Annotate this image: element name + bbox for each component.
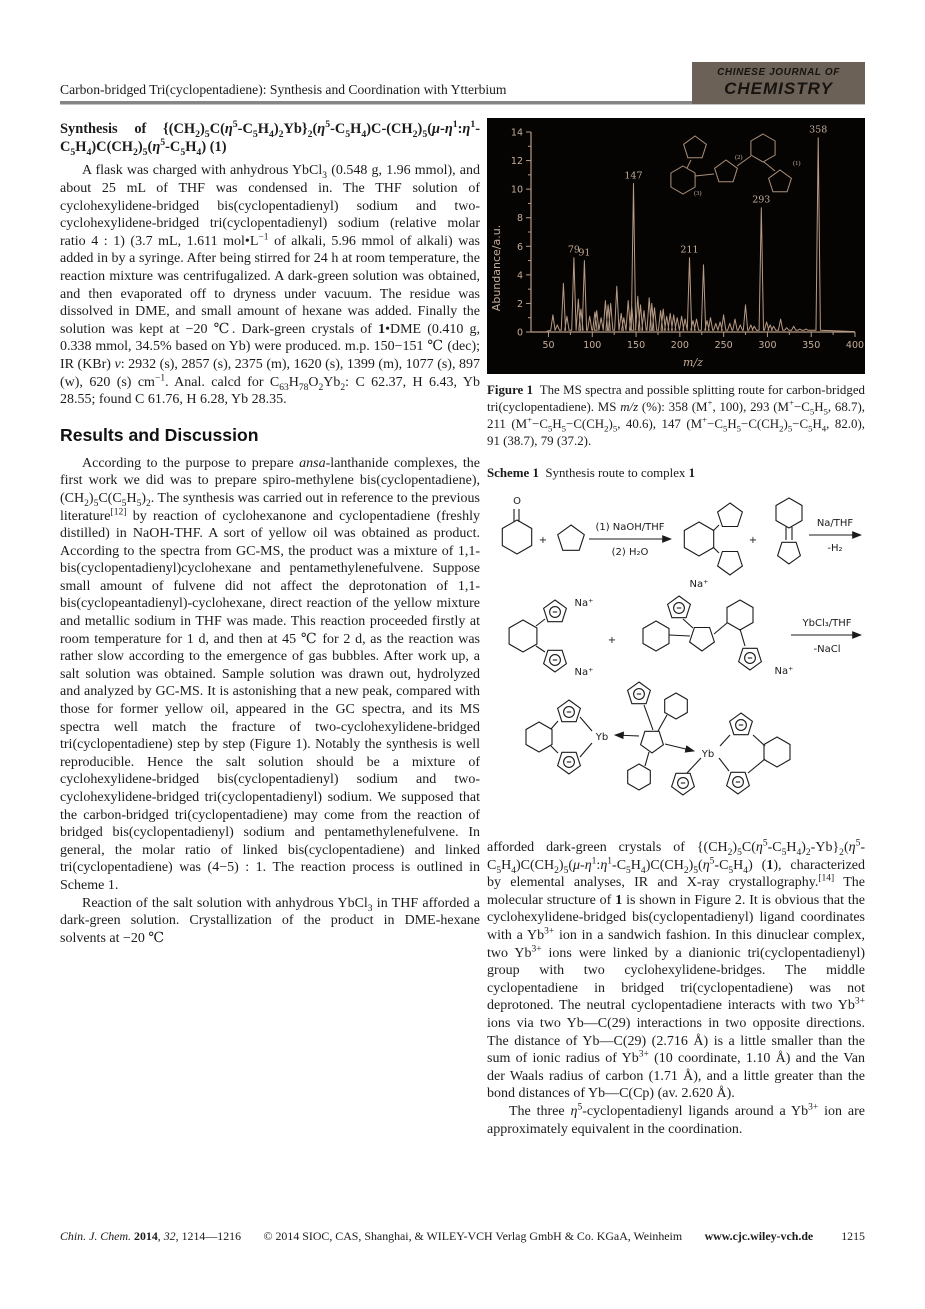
figure1-ms-spectrum (487, 118, 865, 374)
scheme-nacl-label: -NaCl (813, 644, 841, 655)
svg-text:12: 12 (510, 156, 523, 168)
svg-text:300: 300 (758, 340, 777, 351)
svg-text:293: 293 (752, 194, 771, 206)
svg-text:400: 400 (845, 340, 865, 351)
scheme-yb-right: Yb (701, 749, 715, 760)
svg-text:m/z: m/z (683, 356, 703, 369)
svg-text:14: 14 (510, 127, 523, 139)
scheme-ybcl3-label: YbCl₃/THF (802, 618, 852, 629)
scheme1-drawing (487, 485, 865, 833)
journal-logo-line1: CHINESE JOURNAL OF (717, 67, 840, 78)
journal-logo-line2: CHEMISTRY (724, 79, 833, 98)
results-paragraph: According to the purpose to prepare ansa-lanthanide complexes, the first work we did was to prepare spiro-methylene bis(cyclopentadiene), $(CH_2)_5C(C_5H_5)_2$. The synthesis was carried out in reference to the previous literature[12] by reaction of cyclohexanone and cyclopentadiene (freshly distilled) in NaOH-THF. A sort of yellow oil was obtained as product. According to the spectra from GC-MS, the product was a mixture of 1,1-bis(cyclopentadienyl)cyclohexane and pentamethylenefulvene. Suppose small amount of fulvene did not affect the deprotonation of 1,1-bis(cyclopeantadienyl)-cyclohexane, direct reaction of the yellow mixture and metallic sodium in THF was made. This reaction proceeded firstly at room temperature for 1 d, and then at 45 ℃ for 2 d, as the reaction was rather slow according to the emergence of gas bubbles. After work up, a salt solution was obtained. Sample solution was drawn out, hydrolyzed and analyzed by GC-MS. It is astonishing that a new peak, compared with those for former yellow oil, appeared in the GC spectra, and its MS spectra well match the fracture of two-cyclohexylidene-bridged tri(cyclopentadiene) step by step (Figure 1). Notably the synthesis is well reproducible. Hence the salt solution should be a mixture of cyclohexylidene-bridged bis(cyclopentadienyl) sodium and two-cyclohexylidene-bridged tri(cyclopentadienyl) sodium. We supposed that the carbon-bridged tri(cyclopentadiene) may come from the reaction of bridged bis(cyclopentadienyl) sodium and pentamethylenefulvene. In general, the molar ratio of linked bis(cyclopentadiene) and linked tri(cyclopentadiene) was (4−5) : 1. The reaction process is outlined in Scheme 1. (60, 455, 480, 893)
scheme-plus-2: + (748, 535, 758, 546)
svg-text:0: 0 (516, 327, 523, 339)
scheme-na-plus-1: Na⁺ (574, 598, 594, 609)
journal-logo (692, 62, 865, 104)
scheme1-caption: Scheme 1 Synthesis route to complex 1 (487, 466, 696, 480)
scheme-na-plus-3: Na⁺ (689, 579, 709, 590)
svg-text:211: 211 (680, 244, 699, 256)
svg-text:91: 91 (578, 247, 591, 259)
svg-text:350: 350 (802, 340, 821, 351)
running-title: Carbon-bridged Tri(cyclopentadiene): Synthesis and Coordination with Ytterbium (60, 82, 507, 97)
footer-copyright: © 2014 SIOC, CAS, Shanghai, & WILEY-VCH Verlag GmbH & Co. KGaA, Weinheim (263, 1229, 683, 1243)
scheme-na-thf-label: Na/THF (816, 518, 854, 529)
left-column (60, 120, 480, 947)
scheme-atom-o: O (513, 496, 521, 507)
svg-text:79: 79 (567, 244, 580, 256)
svg-text:250: 250 (714, 340, 733, 351)
ligands-paragraph: The three $\eta^5$-cyclopentadienyl ligands around a $Yb^{3+}$ ion are approximately equivalent in the coordination. (487, 1102, 865, 1137)
svg-text:10: 10 (510, 184, 523, 196)
synthesis-paragraph: A flask was charged with anhydrous YbCl$_3$ (0.548 g, 1.96 mmol), and about 25 mL of THF was condensed in. The THF solution of cyclohexylidene-bridged bis(cyclopentadienyl) sodium and two-cyclohexylidene-bridged tri(cyclopentadienyl) sodium (relative molar ratio 4 : 1) (3.7 mL, 1.611 $mol•L^{-1}$ of alkali, 5.96 mmol of alkali) was added in by a syringe. After being stirred for 24 h at room temperature, the reaction mixture was centrifugalized. A dark-green solution was obtained, and then evaporated off to dryness under vacuum. The residue was dissolved in DME, and small amount of hexane was added. Finally the solution was kept at −20 ℃. Dark-green crystals of 1•DME (0.410 g, 0.338 mmol, 34.5% based on Yb) were produced. m.p. 150−151 ℃ (dec); IR (KBr) v: 2932 (s), 2857 (s), 2375 (m), 1620 (s), 1399 (m), 1077 (s), 897 (w), 620 (s) $cm^{-1}$. Anal. calcd for $C_{63}H_{78}O_2Yb_2$: C 62.37, H 6.43, Yb 28.55; found C 61.76, H 6.28, Yb 28.35. (60, 163, 480, 408)
footer-page-number: 1215 (841, 1229, 865, 1243)
svg-text:147: 147 (624, 170, 643, 182)
svg-text:4: 4 (516, 270, 523, 282)
synthesis-heading: Synthesis of $\{(CH_2)_5C(\eta^5-C_5H_4)_2Yb\}_2(\eta^5-C_5H_4)C-(CH_2)_5(\mu-\eta^1:\eta^1-C_5H_4)C(CH_2)_5(\eta^5-C_5H_4)$ (1) (60, 119, 480, 159)
right-column (487, 118, 865, 1138)
scheme-minus-h2-label: -H₂ (827, 543, 843, 554)
svg-text:2: 2 (516, 298, 523, 310)
scheme-na-plus-4: Na⁺ (774, 666, 794, 677)
figure1-caption: Figure 1 The MS spectra and possible splitting route for carbon-bridged tri(cyclopentadiene). MS m/z (%): 358 (M+, 100), 293 ($M^+-C_5H_5$, 68.7), 211 ($M^+-C_5H_5-C(CH_2)_5$, 40.6), 147 ($M^+-C_5H_5-C(CH_2)_5-C_5H_4$, 82.0), 91 (38.7), 79 (37.2). (487, 383, 865, 448)
svg-text:100: 100 (583, 340, 602, 351)
svg-text:(2): (2) (735, 154, 743, 161)
crystals-paragraph: afforded dark-green crystals of $\{(CH_2)_5C(\eta^5-C_5H_4)_2-Yb\}_2(\eta^5-C_5H_4)C(CH_2)_5(\mu-\eta^1:\eta^1-C_5H_4)C(CH_2)_5(\eta^5-C_5H_4)$ (1), characterized by elemental analyses, IR and X-ray crystallography.[14] The molecular structure of 1 is shown in Figure 2. It is obvious that the cyclohexylidene-bridged bis(cyclopentadienyl) ligand coordinates with a $Yb^{3+}$ ion in a sandwich fashion. In this dinuclear complex, two $Yb^{3+}$ ions were linked by a dianionic tri(cyclopentadienyl) group with two cyclohexylidene-bridges. The middle cyclopentadiene in bridged tri(cyclopentadiene) was not deprotoned. The neutral cyclopentadiene interacts with two $Yb^{3+}$ ions via two Yb—C(29) interactions in two opposite directions. The distance of Yb—C(29) (2.716 Å) is a little smaller than the sum of ionic radius of $Yb^{3+}$ (10 coordinate, 1.10 Å) and the Van der Waals radius of carbon (1.71 Å), and a little greater than the bond distances of Yb—C(Cp) (av. 2.620 Å). (487, 838, 865, 1102)
scheme-plus-1: + (538, 535, 548, 546)
svg-text:358: 358 (809, 124, 828, 136)
svg-text:6: 6 (516, 241, 523, 253)
svg-text:200: 200 (670, 340, 689, 351)
svg-text:(3): (3) (694, 190, 702, 197)
page-footer (60, 1229, 865, 1244)
scheme-yb-left: Yb (595, 732, 609, 743)
svg-text:Abundance/a.u.: Abundance/a.u. (490, 224, 503, 312)
footer-citation: Chin. J. Chem. 2014, 32, 1214—1216 (60, 1229, 242, 1243)
scheme-na-plus-2: Na⁺ (574, 667, 594, 678)
footer-journal-url: www.cjc.wiley-vch.de (704, 1229, 814, 1243)
reaction-paragraph: Reaction of the salt solution with anhydrous YbCl$_3$ in THF afforded a dark-green solution. Crystallization of the product in DME-hexane solvents at −20 ℃ (60, 895, 480, 946)
svg-text:8: 8 (516, 213, 523, 225)
results-discussion-heading: Results and Discussion (60, 424, 259, 445)
svg-text:(1): (1) (793, 160, 801, 167)
scheme-step2-label: (2) H₂O (611, 547, 649, 558)
scheme-plus-3: + (607, 635, 617, 646)
scheme-step1-label: (1) NaOH/THF (595, 522, 665, 533)
ms-spectrum-svg (487, 118, 865, 374)
svg-text:150: 150 (627, 340, 646, 351)
svg-text:50: 50 (542, 340, 555, 351)
